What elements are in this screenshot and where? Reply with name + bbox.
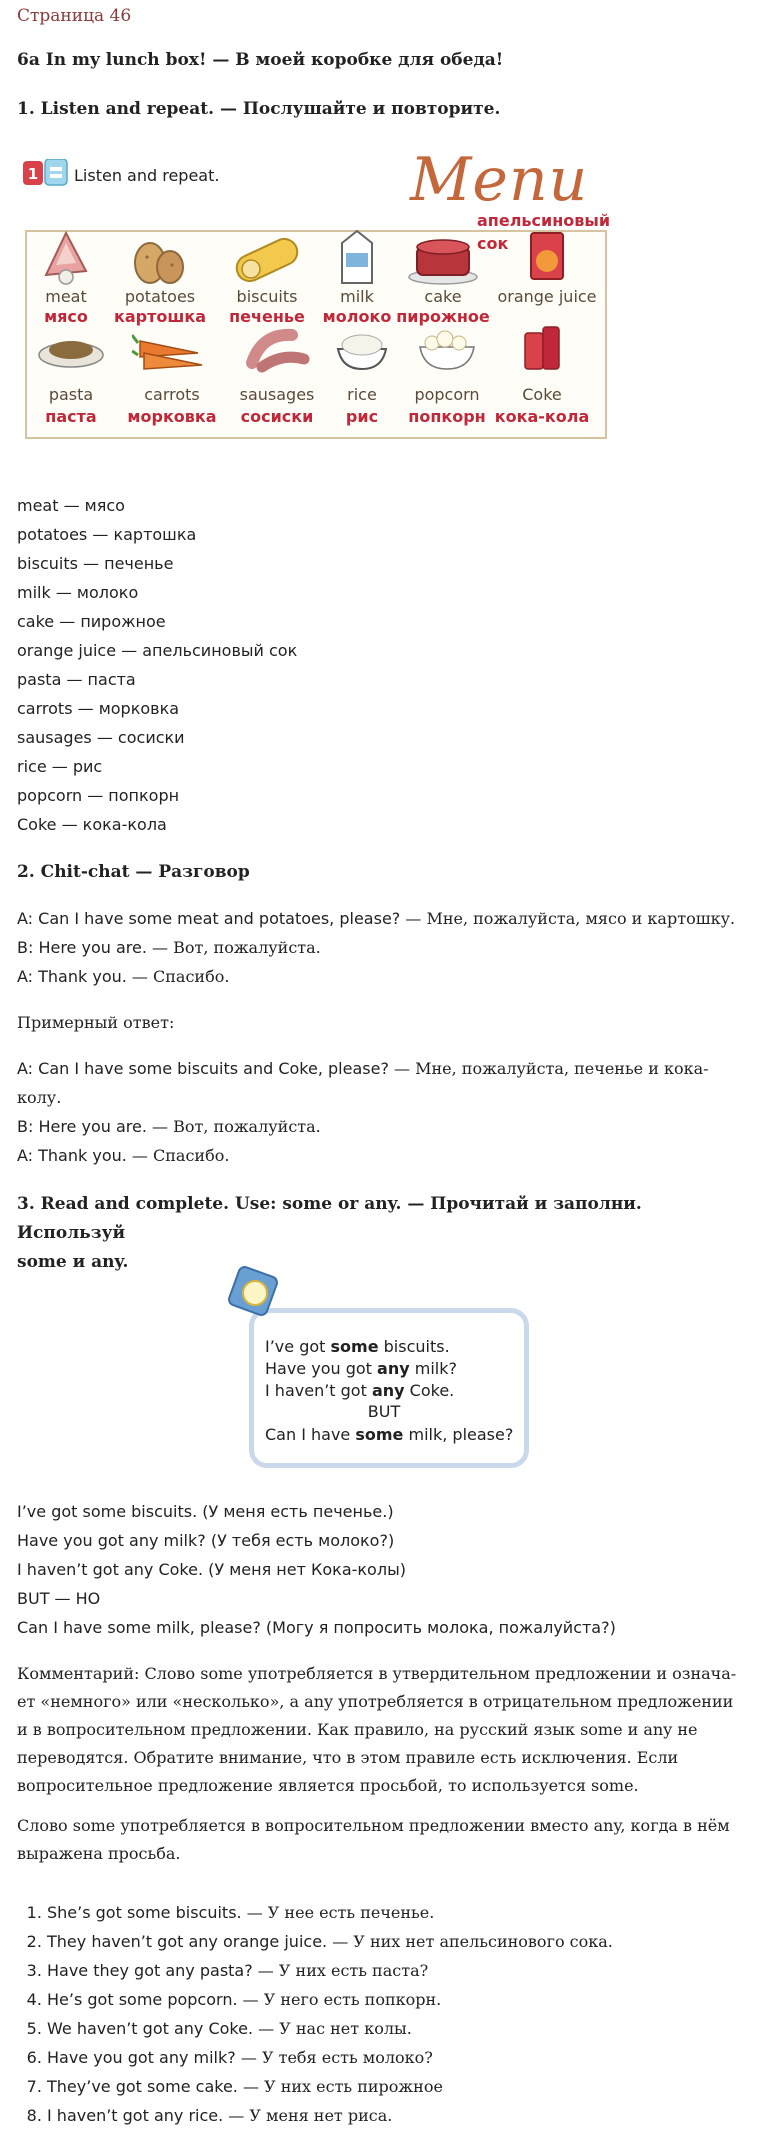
answer-item: 2. They haven’t got any orange juice. — У них нет апельсинового сока. <box>47 1927 613 1956</box>
vocab-line: potatoes — картошка <box>17 525 197 544</box>
rice-icon <box>332 323 392 373</box>
food-en-sausages: sausages <box>239 385 315 404</box>
menu-ru-line-2: сок <box>477 234 509 253</box>
translation-line: Have you got any milk? (У тебя есть молоко?) <box>17 1531 395 1550</box>
meat-icon <box>36 225 96 287</box>
exercise-3-heading-line-1: 3. Read and complete. Use: some or any. — Прочитай и заполни. Используй <box>17 1194 642 1243</box>
food-ru-popcorn: попкорн <box>408 407 486 426</box>
food-carrots <box>117 323 227 427</box>
dialog-ru: — Мне, пожалуйста, печенье и кока- <box>388 1059 709 1078</box>
dialog-ru: — Вот, пожалуйста. <box>146 1117 321 1136</box>
illustration-instruction: Listen and repeat. <box>74 166 220 185</box>
food-en-meat: meat <box>45 287 87 306</box>
food-ru-rice: рис <box>345 407 379 426</box>
food-ru-coke: кока-кола <box>494 407 590 426</box>
dialog-line <box>17 909 735 929</box>
food-sausages <box>227 323 327 427</box>
food-en-popcorn: popcorn <box>414 385 480 404</box>
menu-heading: Menu <box>410 145 589 215</box>
carrots-icon <box>132 323 212 373</box>
sample-dialog-line <box>17 1117 321 1137</box>
dialog-en: A: Thank you. <box>17 1146 127 1165</box>
coke-icon <box>517 323 567 373</box>
vocab-line: meat — мясо <box>17 496 125 515</box>
dialog-en: B: Here you are. <box>17 938 147 957</box>
dialog-ru: — Спасибо. <box>126 1146 230 1165</box>
vocab-line: sausages — сосиски <box>17 728 185 747</box>
rule-line-2: Have you got any milk? <box>265 1359 457 1378</box>
exercise-3-heading-line-2: some и any. <box>17 1252 129 1272</box>
dialog-line <box>17 938 321 958</box>
translation-line: I’ve got some biscuits. (У меня есть печенье.) <box>17 1502 394 1521</box>
translation-line: Can I have some milk, please? (Могу я попросить молока, пожалуйста?) <box>17 1618 616 1637</box>
answer-item: 8. I haven’t got any rice. — У меня нет риса. <box>47 2101 613 2130</box>
translation-line: BUT — НО <box>17 1589 101 1608</box>
food-cake <box>393 225 493 327</box>
answer-item: 5. We haven’t got any Coke. — У нас нет колы. <box>47 2014 613 2043</box>
rule-line-1: I’ve got some biscuits. <box>265 1337 450 1356</box>
sample-answer-label: Примерный ответ: <box>17 1013 175 1032</box>
dialog-line <box>17 967 229 987</box>
food-ru-milk: молоко <box>322 307 392 326</box>
rule-line-3: I haven’t got any Coke. <box>265 1381 455 1400</box>
milk-icon <box>332 225 382 287</box>
popcorn-icon <box>412 323 482 373</box>
sample-dialog-continuation: колу. <box>17 1088 62 1107</box>
vocab-line: Coke — кока-кола <box>17 815 167 834</box>
dialog-en: A: Can I have some biscuits and Coke, please? <box>17 1059 389 1078</box>
rule-line-4: Can I have some milk, please? <box>265 1425 514 1444</box>
food-ru-pasta: паста <box>45 407 97 426</box>
food-coke <box>487 323 597 427</box>
answer-item: 4. He’s got some popcorn. — У него есть попкорн. <box>47 1985 613 2014</box>
exercise-1-heading: 1. Listen and repeat. — Послушайте и повторите. <box>17 99 501 119</box>
answer-item: 3. Have they got any pasta? — У них есть паста? <box>47 1956 613 1985</box>
rule-but: BUT <box>367 1402 401 1421</box>
food-en-carrots: carrots <box>144 385 200 404</box>
food-potatoes <box>105 225 215 327</box>
comment-paragraph: Комментарий: Слово some употребляется в утвердительном предложении и означа- ет «немного» или «несколько», а any употребляется в отрицательном предложении и в вопросительном предложении. Как правило, на русский язык some и any не переводятся. Обратите внимание, что в этом правиле есть исключения. Если вопросительное предложение является просьбой, то используется some. <box>17 1664 737 1795</box>
vocab-line: popcorn — попкорн <box>17 786 180 805</box>
food-pasta <box>21 323 121 427</box>
sample-dialog-line <box>17 1059 709 1079</box>
potatoes-icon <box>125 225 195 287</box>
food-ru-sausages: сосиски <box>240 407 314 426</box>
dialog-en: A: Can I have some meat and potatoes, please? <box>17 909 401 928</box>
food-ru-carrots: морковка <box>127 407 217 426</box>
food-popcorn <box>397 323 497 427</box>
dialog-en: B: Here you are. <box>17 1117 147 1136</box>
food-ru-meat: мясо <box>44 307 88 326</box>
food-en-orange-juice: orange juice <box>497 287 597 306</box>
vocab-line: carrots — морковка <box>17 699 180 718</box>
page-number-label: Страница 46 <box>17 6 132 26</box>
orange-juice-icon <box>517 225 577 287</box>
cake-icon <box>405 225 481 287</box>
food-ru-cake: пирожное <box>396 307 490 326</box>
vocab-line: orange juice — апельсиновый сок <box>17 641 298 660</box>
dialog-ru: — Мне, пожалуйста, мясо и картошку. <box>400 909 736 928</box>
food-ru-potatoes: картошка <box>113 307 207 326</box>
lesson-title: 6a In my lunch box! — В моей коробке для обеда! <box>17 50 504 70</box>
food-en-cake: cake <box>424 287 462 306</box>
food-milk <box>317 225 397 327</box>
vocab-line: pasta — паста <box>17 670 136 689</box>
vocab-line: cake — пирожное <box>17 612 166 631</box>
badge-number: 1 <box>27 165 39 183</box>
dialog-ru: — Спасибо. <box>126 967 230 986</box>
exercise-2-heading: 2. Chit-chat — Разговор <box>17 862 250 882</box>
vocab-line: biscuits — печенье <box>17 554 174 573</box>
listen-repeat-icon <box>23 159 69 187</box>
note-paragraph: Слово some употребляется в вопросительном предложении вместо any, когда в нём выражена просьба. <box>17 1816 730 1863</box>
food-en-pasta: pasta <box>48 385 94 404</box>
answer-item: 6. Have you got any milk? — У тебя есть молоко? <box>47 2043 613 2072</box>
food-en-coke: Coke <box>522 385 562 404</box>
sausages-icon <box>242 323 312 373</box>
translation-line: I haven’t got any Coke. (У меня нет Кока-колы) <box>17 1560 406 1579</box>
vocab-line: rice — рис <box>17 757 103 776</box>
answer-item: 7. They’ve got some cake. — У них есть пирожное <box>47 2072 613 2101</box>
vocabulary-illustration <box>17 145 611 470</box>
answer-item: 1. She’s got some biscuits. — У нее есть печенье. <box>47 1898 613 1927</box>
vocab-line: milk — молоко <box>17 583 139 602</box>
food-en-potatoes: potatoes <box>124 287 196 306</box>
food-rice <box>317 323 407 427</box>
food-en-rice: rice <box>347 385 377 404</box>
lightbulb-icon <box>225 1263 285 1323</box>
answers-list <box>17 1898 613 2130</box>
pasta-icon <box>36 323 106 373</box>
food-biscuits <box>217 225 317 327</box>
food-orange-juice <box>487 225 607 307</box>
food-meat <box>21 225 111 327</box>
food-en-biscuits: biscuits <box>236 287 298 306</box>
biscuits-icon <box>227 225 307 287</box>
food-ru-biscuits: печенье <box>229 307 305 326</box>
grammar-rule-box <box>225 1263 525 1463</box>
food-en-milk: milk <box>340 287 374 306</box>
menu-ru-line-1: апельсиновый <box>477 211 611 230</box>
sample-dialog-line <box>17 1146 229 1166</box>
dialog-ru: — Вот, пожалуйста. <box>146 938 321 957</box>
dialog-en: A: Thank you. <box>17 967 127 986</box>
